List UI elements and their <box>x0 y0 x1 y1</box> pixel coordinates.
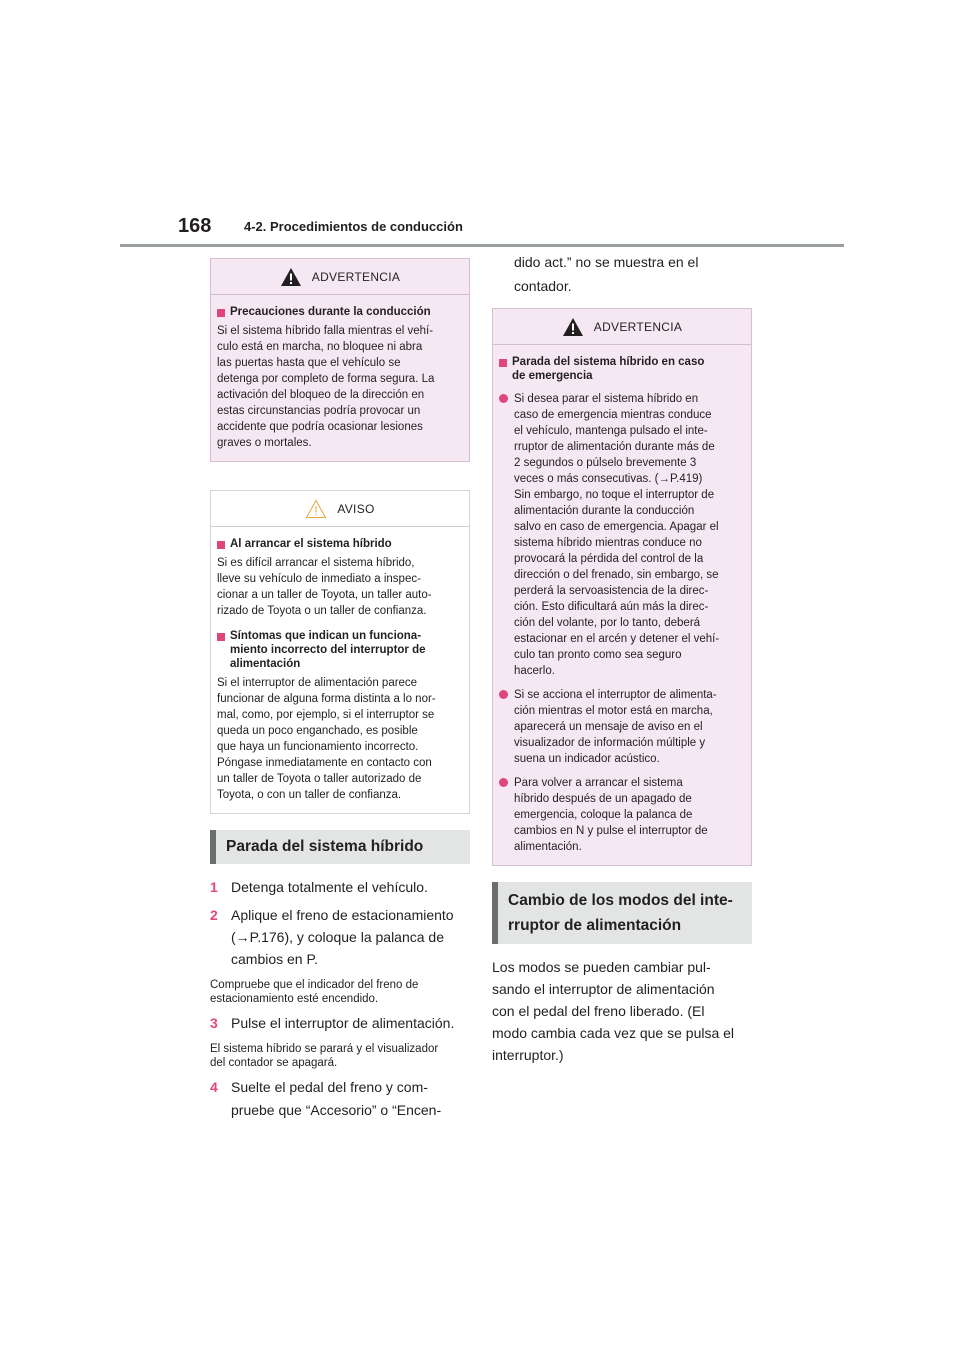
step-4 <box>210 1076 470 1122</box>
power-modes-paragraph: Los modos se pueden cambiar pul- sando el interruptor de alimentación con el pedal del freno liberado. (El modo cambia cada vez que se pulsa el interruptor.) <box>492 959 735 1063</box>
notice-subtitle-text: Síntomas que indican un funciona- miento incorrecto del interruptor de alimentación <box>230 630 426 670</box>
warning-box-precautions <box>210 258 470 462</box>
round-bullet-icon <box>499 778 508 787</box>
right-column <box>492 250 752 1066</box>
warning-subtitle <box>217 305 463 319</box>
step-text: Pulse el interruptor de alimentación. <box>231 1015 455 1031</box>
spacer <box>492 866 752 882</box>
warning-box-body <box>211 295 469 461</box>
square-bullet-icon <box>499 359 507 367</box>
warning-subtitle-text: Precauciones durante la conducción <box>230 306 431 318</box>
step-1 <box>210 876 470 898</box>
step-text: Detenga totalmente el vehículo. <box>231 879 428 895</box>
section-title: 4-2. Procedimientos de conducción <box>244 219 463 234</box>
continued-text: dido act.” no se muestra en el contador. <box>514 254 699 294</box>
step-text: Suelte el pedal del freno y com- pruebe que “Accesorio” o “Encen- <box>231 1079 442 1118</box>
bullet-text: Para volver a arrancar el sistema híbrido después de un apagado de emergencia, coloque la palanca de cambios en N y pulse el interruptor de alimentación. <box>514 777 708 853</box>
warning-box-label: ADVERTENCIA <box>311 269 401 284</box>
spacer <box>492 944 752 956</box>
warning-box-header <box>493 309 751 345</box>
round-bullet-icon <box>499 690 508 699</box>
warning-box-header <box>211 259 469 295</box>
warning-paragraph: Si el sistema híbrido falla mientras el vehí- culo está en marcha, no bloquee ni abra las puertas hasta que el vehículo se detenga por completo de forma segura. La activación del bloqueo de la dirección en estas circunstancias podría provocar un accidente que podría ocasionar lesiones graves o mortales. <box>217 325 435 449</box>
section-heading-power-modes: Cambio de los modos del inte- rruptor de alimentación <box>492 882 752 944</box>
square-bullet-icon <box>217 633 225 641</box>
warning-subtitle-text: Parada del sistema híbrido en caso de emergencia <box>512 356 705 382</box>
step-2 <box>210 904 470 970</box>
page-number: 168 <box>178 215 212 237</box>
step-note: Compruebe que el indicador del freno de estacionamiento esté encendido. <box>210 979 419 1005</box>
square-bullet-icon <box>217 309 225 317</box>
left-column <box>210 258 470 1122</box>
notice-box-label: AVISO <box>337 501 375 516</box>
step-number: 2 <box>210 907 218 923</box>
spacer <box>210 814 470 830</box>
warning-bullet-2 <box>499 687 745 767</box>
round-bullet-icon <box>499 394 508 403</box>
warning-triangle-icon <box>280 267 302 287</box>
notice-subtitle-1 <box>217 537 463 551</box>
warning-bullet-1 <box>499 391 745 679</box>
spacer <box>210 864 470 870</box>
warning-triangle-icon <box>562 317 584 337</box>
notice-box-header <box>211 491 469 527</box>
warning-bullet-3 <box>499 775 745 855</box>
spacer <box>492 298 752 308</box>
notice-box-body <box>211 527 469 813</box>
notice-triangle-icon <box>305 499 327 519</box>
warning-box-label: ADVERTENCIA <box>593 319 683 334</box>
notice-paragraph-1: Si es difícil arrancar el sistema híbrido, lleve su vehículo de inmediato a inspec- cionar a un taller de Toyota, un taller auto- rizado de Toyota o un taller de confianza. <box>217 557 432 617</box>
step-text: Aplique el freno de estacionamiento (→P.176), y coloque la palanca de cambios en P. <box>231 907 454 967</box>
warning-box-body <box>493 345 751 865</box>
square-bullet-icon <box>217 541 225 549</box>
warning-subtitle <box>499 355 745 383</box>
header-rule <box>120 244 844 247</box>
section-heading-stop-hybrid: Parada del sistema híbrido <box>210 830 470 864</box>
notice-box <box>210 490 470 814</box>
step-3 <box>210 1012 470 1034</box>
step-note: El sistema híbrido se parará y el visualizador del contador se apagará. <box>210 1043 439 1069</box>
bullet-text: Si se acciona el interruptor de alimenta- ción mientras el motor está en marcha, aparecerá un mensaje de aviso en el visualizador de información múltiple y suena un indicador acústico. <box>514 689 717 765</box>
step-number: 1 <box>210 879 218 895</box>
notice-paragraph-2: Si el interruptor de alimentación parece funcionar de alguna forma distinta a lo nor- mal, como, por ejemplo, si el interruptor se queda un poco enganchado, es posible que haya un funcionamiento incorrecto. Póngase inmediatamente en contacto con un taller de Toyota o taller autorizado de Toyota, o con un taller de confianza. <box>217 677 436 801</box>
notice-subtitle-text: Al arrancar el sistema híbrido <box>230 538 392 550</box>
step-number: 4 <box>210 1079 218 1095</box>
spacer <box>210 462 470 490</box>
notice-subtitle-2 <box>217 629 463 671</box>
warning-box-emergency <box>492 308 752 866</box>
step-number: 3 <box>210 1015 218 1031</box>
bullet-text: Si desea parar el sistema híbrido en caso de emergencia mientras conduce el vehículo, mantenga pulsado el inte- rruptor de alimentación durante más de 2 segundos o púlselo brevemente 3 veces o más consecutivas. (→P.419) Sin embargo, no toque el interruptor de alimentación durante la conducción salvo en caso de emergencia. Apagar el sistema híbrido mientras conduce no provocará la pérdida del control de la dirección o del frenado, sin embargo, se perderá la servoasistencia de la direc- ción. Esto dificultará aún más la direc- ción del volante, por lo tanto, deberá estacionar en el arcén y detener el vehí- culo tan pronto como sea seguro hacerlo. <box>514 393 720 677</box>
